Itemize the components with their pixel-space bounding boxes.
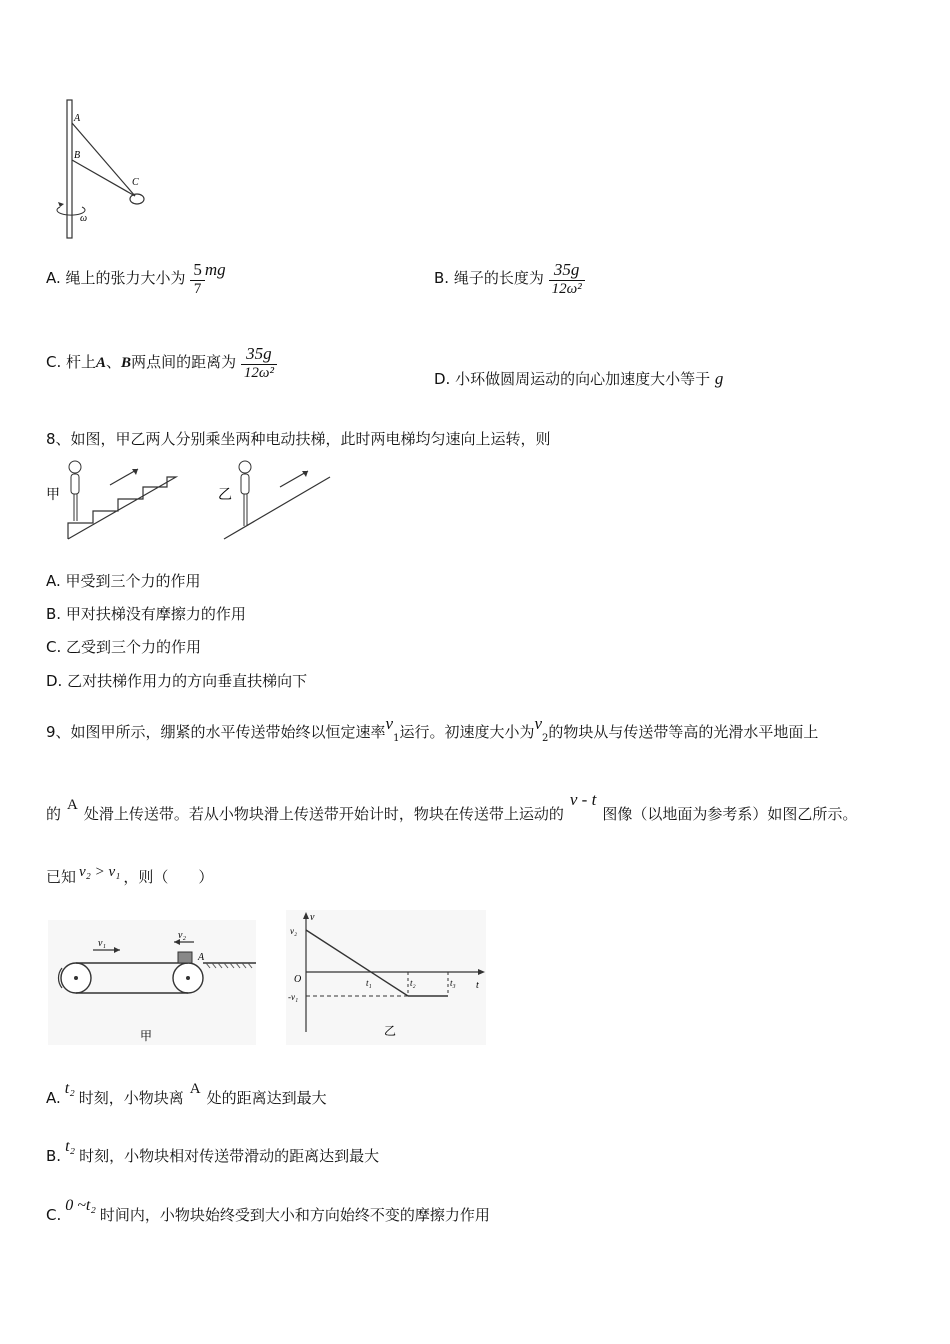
fraction-35g-12w2: $\frac{35g}{\text{12ω²}}$ — [549, 260, 585, 298]
block — [178, 952, 192, 963]
label-v2-axis: v₂ — [290, 926, 298, 936]
label-b: B — [74, 150, 81, 161]
ring — [130, 194, 144, 204]
q9-option-a[interactable]: A.t₂时刻，小物块离 A 处的距离达到最大 — [46, 1080, 327, 1107]
vt-graph — [286, 910, 486, 1045]
escalator-figure — [40, 455, 340, 545]
label-a-pos: A — [198, 952, 205, 963]
q7-option-b[interactable] — [434, 260, 585, 298]
label-t2: t₂ — [410, 978, 416, 988]
label-a: A — [74, 113, 81, 124]
q8-stem: 8、如图，甲乙两人分别乘坐两种电动扶梯，此时两电梯均匀速向上运转，则 — [46, 430, 551, 448]
q9-stem-line3: 已知 v₂ > v₁ ，则（ ） — [46, 864, 214, 886]
q7-option-d-text: D. 小环做圆周运动的向心加速度大小等于 — [434, 370, 711, 388]
label-omega: ω — [80, 213, 88, 224]
rope-ac — [72, 123, 135, 196]
label-t3: t₃ — [450, 978, 456, 988]
q9-option-c[interactable]: C.0 ~t₂时间内，小物块始终受到大小和方向始终不变的摩擦力作用 — [46, 1197, 490, 1224]
q8-option-d[interactable]: D. 乙对扶梯作用力的方向垂直扶梯向下 — [46, 672, 308, 690]
fraction-35g-12w2-c: $\frac{35g}{\text{12ω²}}$ — [241, 344, 277, 382]
caption-jia: 甲 — [140, 1029, 153, 1043]
q8-option-c[interactable]: C. 乙受到三个力的作用 — [46, 638, 202, 656]
label-v2: v₂ — [178, 930, 186, 941]
point-b: B — [121, 355, 132, 371]
label-v: v — [310, 912, 315, 923]
q9-stem-line1: 9、如图甲所示，绷紧的水平传送带始终以恒定速率$v_1$运行。初速度大小为$v_2$的物块从与传送带等高的光滑水平地面上 — [46, 714, 819, 744]
q7-option-a[interactable] — [46, 260, 226, 298]
g: g — [714, 369, 724, 388]
fraction-5-7: $\frac{5}{7}$ — [190, 260, 205, 298]
q8-option-a[interactable]: A. 甲受到三个力的作用 — [46, 572, 201, 590]
q7-option-a-text: A. 绳上的张力大小为 — [46, 269, 186, 287]
q7-option-d[interactable] — [434, 368, 723, 389]
label-origin: O — [294, 974, 302, 985]
label-v1: v₁ — [98, 938, 106, 949]
caption-yi: 乙 — [384, 1024, 397, 1038]
label-t: t — [476, 980, 479, 991]
mg: mg — [204, 260, 226, 279]
label-neg-v1: -v₁ — [288, 992, 299, 1002]
stair-escalator — [68, 477, 176, 539]
rope-bc — [72, 160, 135, 196]
q9-stem-line2: 的 A 处滑上传送带。若从小物块滑上传送带开始计时，物块在传送带上运动的v - t图像（以地面为参考系）如图乙所示。 — [46, 790, 858, 823]
label-c: C — [132, 177, 139, 188]
point-a: A — [96, 355, 107, 371]
label-t1: t₁ — [366, 978, 372, 988]
slope-escalator — [224, 477, 330, 539]
q7-option-b-text: B. 绳子的长度为 — [434, 269, 544, 287]
label-jia: 甲 — [46, 488, 60, 503]
q7-option-c-prefix: C. 杆上 — [46, 353, 97, 371]
rod-ring-figure — [40, 95, 170, 245]
label-yi: 乙 — [218, 488, 232, 503]
q8-option-b[interactable]: B. 甲对扶梯没有摩擦力的作用 — [46, 605, 246, 623]
conveyor-figure — [48, 920, 256, 1045]
q9-option-b[interactable]: B.t₂时刻，小物块相对传送带滑动的距离达到最大 — [46, 1138, 380, 1165]
vertical-rod — [67, 100, 72, 238]
q7-option-c[interactable]: C. 杆上A、B两点间的距离为 $\frac{35g}{\text{12ω²}}$ — [46, 344, 277, 382]
